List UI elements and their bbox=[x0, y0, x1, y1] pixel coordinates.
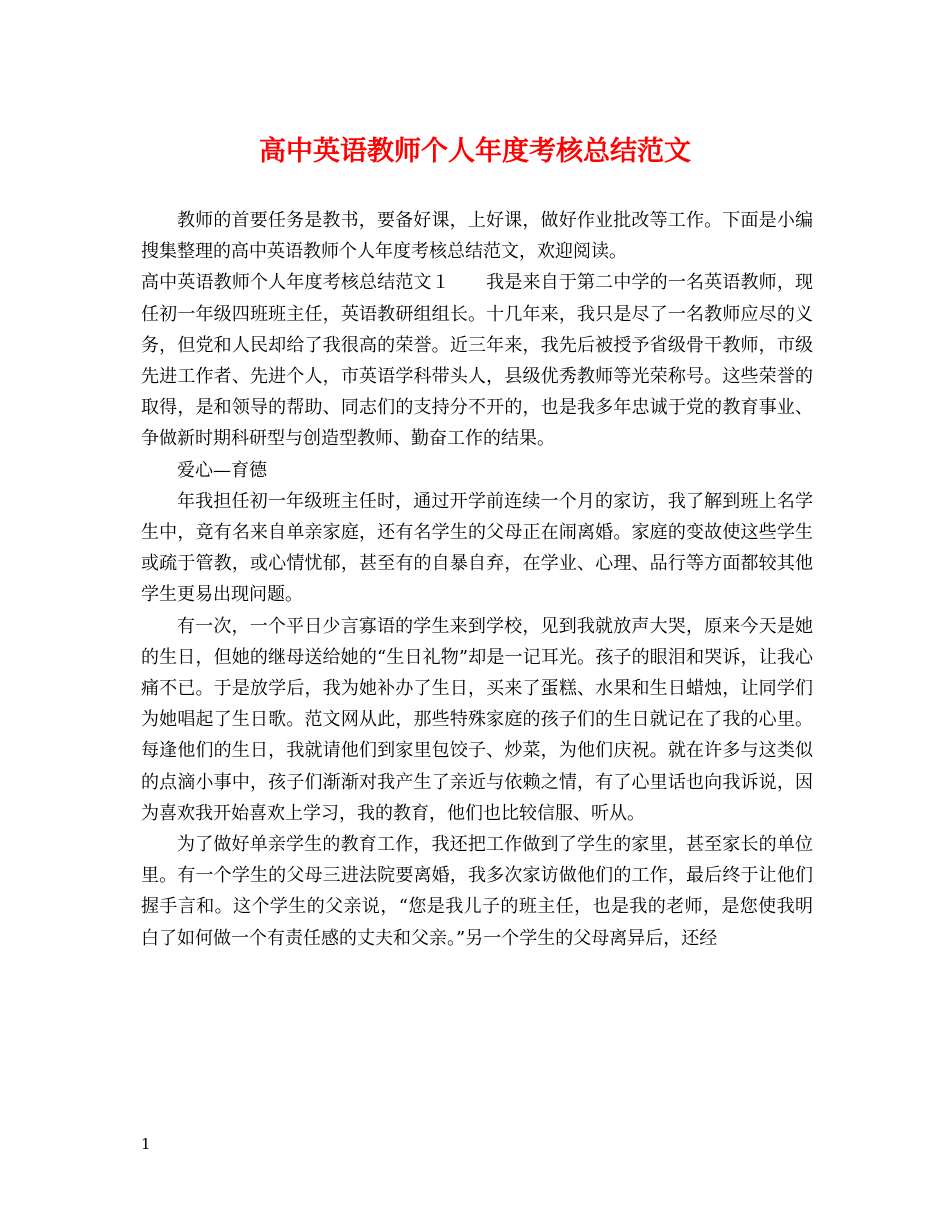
paragraph-intro: 教师的首要任务是教书，要备好课，上好课，做好作业批改等工作。下面是小编搜集整理的高中英语教师个人年度考核总结范文，欢迎阅读。 bbox=[141, 210, 813, 263]
paragraph-birthday: 有一次，一个平日少言寡语的学生来到学校，见到我就放声大哭，原来今天是她的生日，但她的继母送给她的“生日礼物”却是一记耳光。孩子的眼泪和哭诉，让我心痛不已。于是放学后，我为她补办了生日，买来了蛋糕、水果和生日蜡烛，让同学们为她唱起了生日歌。范文网从此，那些特殊家庭的孩子们的生日就记在了我的心里。每逢他们的生日，我就请他们到家里包饺子、炒菜，为他们庆祝。就在许多与这类似的点滴小事中，孩子们渐渐对我产生了亲近与依赖之情，有了心里话也向我诉说，因为喜欢我开始喜欢上学习，我的教育，他们也比较信服、听从。 bbox=[141, 615, 813, 824]
paragraph-sample-1: 高中英语教师个人年度考核总结范文１ 我是来自于第二中学的一名英语教师，现任初一年级四班班主任，英语教研组组长。十几年来，我只是尽了一名教师应尽的义务，但党和人民却给了我很高的荣誉。近三年来，我先后被授予省级骨干教师，市级先进工作者、先进个人，市英语学科带头人，县级优秀教师等光荣称号。这些荣誉的取得，是和领导的帮助、同志们的支持分不开的，也是我多年忠诚于党的教育事业、争做新时期科研型与创造型教师、勤奋工作的结果。 bbox=[141, 272, 813, 450]
document-title: 高中英语教师个人年度考核总结范文 bbox=[259, 136, 691, 167]
paragraph-home-visit: 年我担任初一年级班主任时，通过开学前连续一个月的家访，我了解到班上名学生中，竟有名来自单亲家庭，还有名学生的父母正在闹离婚。家庭的变故使这些学生或疏于管教，或心情忧郁，甚至有的自暴自弃，在学业、心理、品行等方面都较其他学生更易出现问题。 bbox=[141, 490, 813, 606]
document-body bbox=[141, 205, 813, 954]
page-number: 1 bbox=[141, 1135, 151, 1153]
section-heading-love: 爱心—育德 bbox=[177, 459, 267, 481]
paragraph-single-parent: 为了做好单亲学生的教育工作，我还把工作做到了学生的家里，甚至家长的单位里。有一个学生的父母三进法院要离婚，我多次家访做他们的工作，最后终于让他们握手言和。这个学生的父亲说，“您是我儿子的班主任，也是我的老师，是您使我明白了如何做一个有责任感的丈夫和父亲。”另一个学生的父母离异后，还经 bbox=[141, 834, 813, 949]
